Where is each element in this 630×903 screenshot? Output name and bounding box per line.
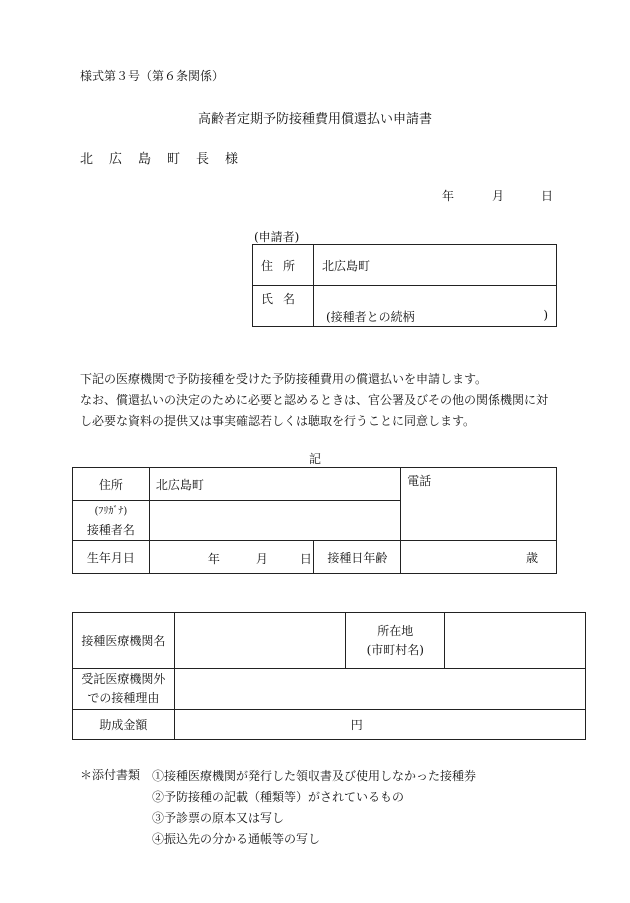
clinic-name-label: 接種医療機関名 (73, 613, 175, 669)
recipient-phone-label: 電話 (407, 474, 432, 488)
recipient-address-label: 住所 (73, 468, 150, 501)
document-title: 高齢者定期予防接種費用償還払い申請書 (197, 112, 432, 127)
birth-month-label: 月 (255, 552, 268, 566)
birth-date-label: 生年月日 (73, 541, 150, 574)
reason-label-1: 受託医療機関外 (81, 672, 166, 686)
applicant-name-field[interactable] (314, 286, 557, 327)
form-number: 様式第３号（第６条関係） (80, 69, 225, 83)
notice-line-1: 下記の医療機関で予防接種を受けた予防接種費用の償還払いを申請します。 (80, 372, 488, 386)
applicant-section-label: (申請者) (254, 230, 300, 244)
addressee: 北広島町長様 (80, 152, 255, 167)
relation-close: ) (543, 308, 548, 322)
location-field[interactable] (445, 613, 586, 669)
ki-heading: 記 (308, 452, 321, 466)
age-unit: 歳 (525, 550, 538, 565)
subsidy-field[interactable] (174, 710, 585, 740)
attachments-heading: ＊添付書類 (80, 768, 141, 782)
subsidy-label: 助成金額 (73, 710, 175, 740)
location-label-2: (市町村名) (366, 642, 424, 657)
attachments-list (152, 766, 476, 850)
attachment-item: ②予防接種の記載（種類等）がされているもの (152, 790, 405, 804)
applicant-address-field[interactable]: 北広島町 (314, 245, 557, 286)
recipient-phone-field[interactable] (401, 468, 557, 541)
attachment-item: ④振込先の分かる通帳等の写し (152, 832, 321, 846)
date-month-label: 月 (492, 189, 505, 203)
birth-year-label: 年 (207, 552, 220, 566)
applicant-address-label: 住所 (253, 245, 314, 286)
attachment-item: ③予診票の原本又は写し (152, 811, 285, 825)
date-year-label: 年 (442, 189, 455, 203)
applicant-table (252, 244, 557, 327)
clinic-table (72, 612, 586, 740)
date-day-label: 日 (541, 189, 554, 203)
recipient-table (72, 467, 557, 574)
furigana-label: (ﾌﾘｶﾞﾅ) (94, 505, 128, 517)
applicant-name-label: 氏名 (253, 286, 314, 327)
birth-day-label: 日 (299, 552, 312, 566)
recipient-name-field[interactable] (149, 501, 400, 541)
birth-date-field[interactable] (149, 541, 314, 574)
relation-open: (接種者との続柄 (326, 310, 415, 324)
notice-line-3: し必要な資料の提供又は事実確認若しくは聴取を行うことに同意します。 (80, 414, 476, 428)
location-label-1: 所在地 (377, 623, 414, 638)
notice-line-2: なお、償還払いの決定のために必要と認めるときは、官公署及びその他の関係機関に対 (80, 393, 549, 407)
reason-field[interactable] (174, 669, 585, 710)
recipient-name-label (73, 501, 150, 541)
notice-text (80, 369, 560, 432)
age-label: 接種日年齢 (314, 541, 401, 574)
clinic-name-field[interactable] (174, 613, 346, 669)
age-field[interactable] (401, 541, 557, 574)
recipient-address-field[interactable]: 北広島町 (149, 468, 400, 501)
subsidy-unit: 円 (350, 718, 363, 732)
name-label: 接種者名 (86, 522, 135, 537)
attachment-item: ①接種医療機関が発行した領収書及び使用しなかった接種券 (152, 769, 477, 783)
reason-label-2: での接種理由 (87, 691, 160, 705)
location-label (346, 613, 445, 669)
reason-label (73, 669, 175, 710)
